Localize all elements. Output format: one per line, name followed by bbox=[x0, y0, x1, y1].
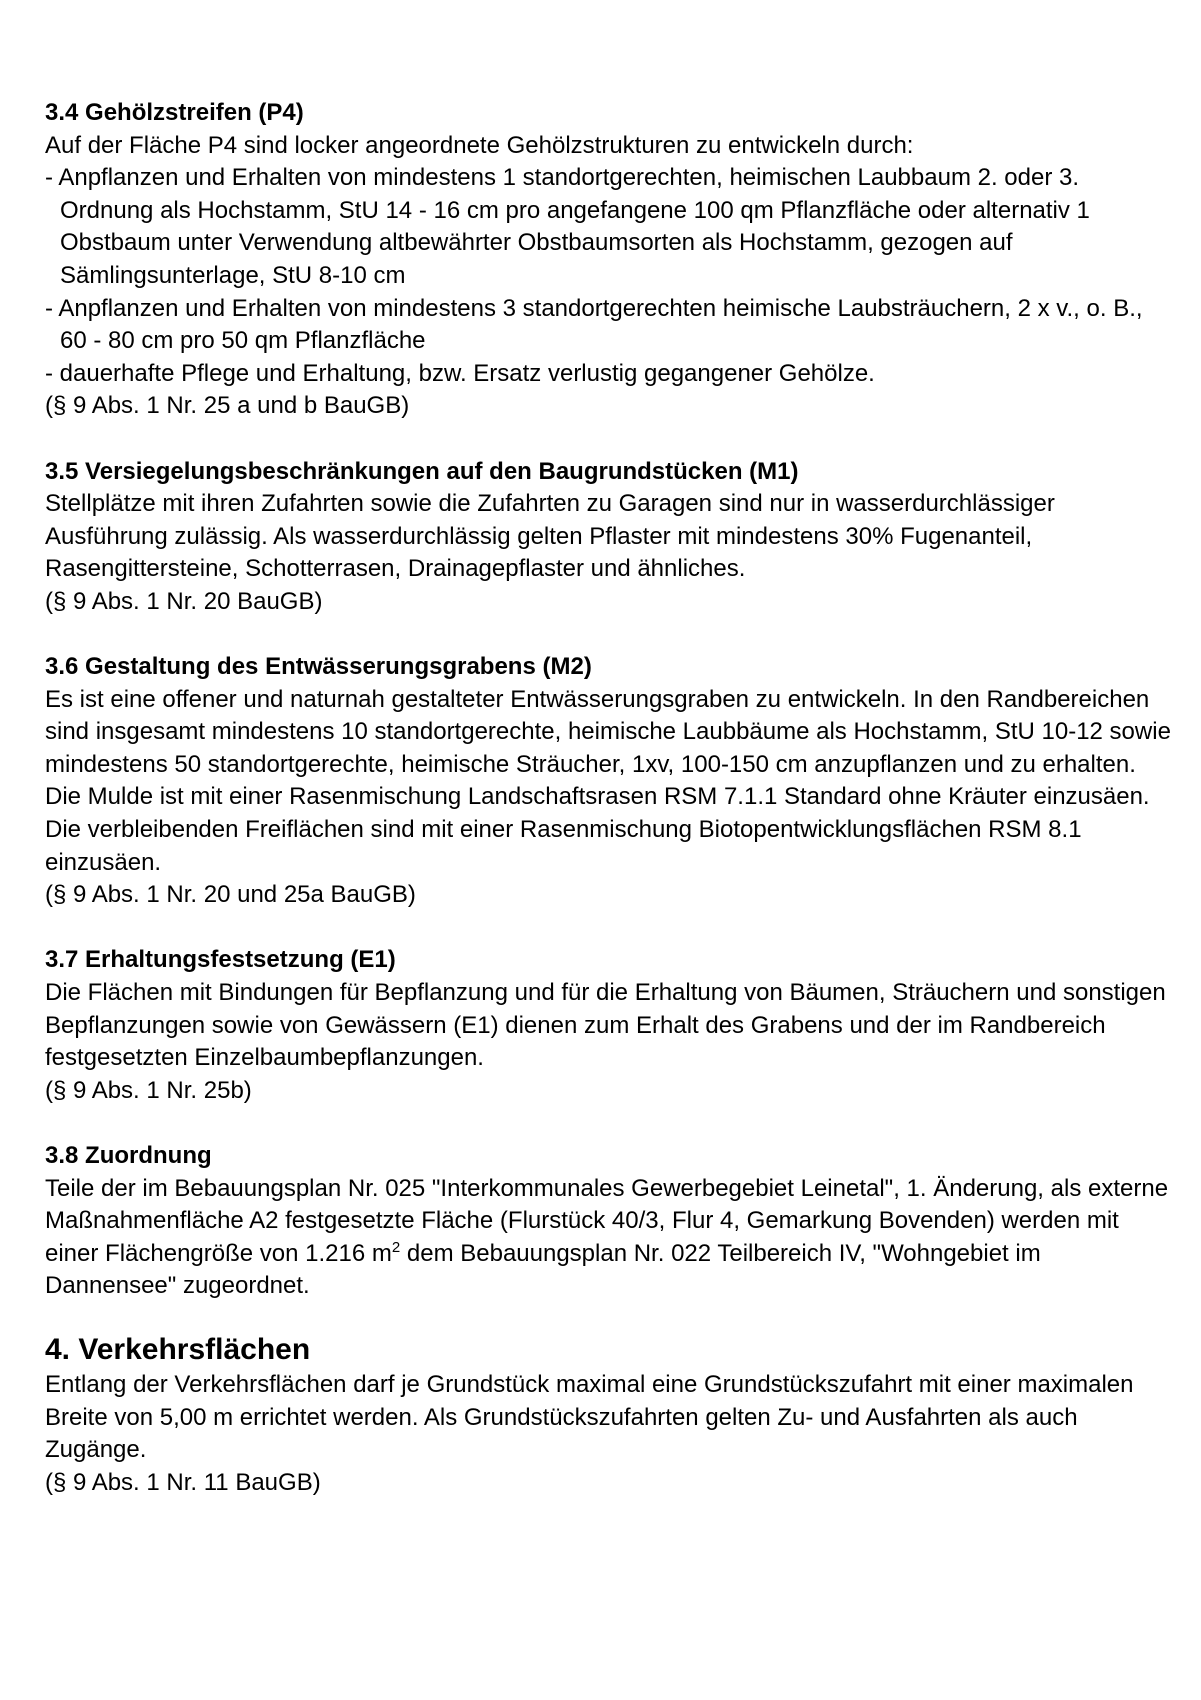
section-heading: 3.8 Zuordnung bbox=[45, 1142, 212, 1169]
text-part: Teile der im Bebauungsplan Nr. 025 "Interkommunales Gewerbegebiet Leinetal", 1. Änderung, als externe Maßnahmenfläche A2 festgesetzte Fläche (Flurstück 40/3, Flur 4, Gemarkung Bovenden) werden mit einer Flächengröße von 1.216 m bbox=[45, 1174, 1169, 1267]
section-3-5 bbox=[45, 456, 1175, 619]
section-heading: 3.5 Versiegelungsbeschränkungen auf den Baugrundstücken (M1) bbox=[45, 457, 799, 485]
chapter-text: Entlang der Verkehrsflächen darf je Grundstück maximal eine Grundstückszufahrt mit einer maximalen Breite von 5,00 m errichtet werden. Als Grundstückszufahrten gelten Zu- und Ausfahrten als auch Zugänge. bbox=[45, 1370, 1134, 1464]
section-text: Es ist eine offener und naturnah gestalteter Entwässerungsgraben zu entwickeln. In den Randbereichen sind insgesamt mindestens 10 standortgerechte, heimische Laubbäume als Hochstamm, StU 10-12 sowie mindestens 50 standortgerechte, heimische Sträucher, 1xv, 100-150 cm anzupflanzen und zu erhalten. Die Mulde ist mit einer Rasenmischung Landschaftsrasen RSM 7.1.1 Standard ohne Kräuter einzusäen. Die verbleibenden Freiflächen sind mit einer Rasenmischung Biotopentwicklungsflächen RSM 8.1 einzusäen. bbox=[45, 685, 1171, 876]
section-text: Stellplätze mit ihren Zufahrten sowie die Zufahrten zu Garagen sind nur in wasserdurchlässiger Ausführung zulässig. Als wasserdurchlässig gelten Pflaster mit mindestens 30% Fugenanteil, Rasengittersteine, Schotterrasen, Drainagepflaster und ähnliches. bbox=[45, 490, 1055, 583]
section-3-4 bbox=[45, 97, 1175, 423]
superscript: 2 bbox=[391, 1238, 401, 1256]
text-part: dem Bebauungsplan Nr. 022 Teilbereich IV, "Wohngebiet im Dannensee" zugeordnet. bbox=[45, 1239, 1041, 1300]
chapter-heading: 4. Verkehrsflächen bbox=[45, 1332, 311, 1366]
legal-reference: (§ 9 Abs. 1 Nr. 20 und 25a BauGB) bbox=[45, 881, 416, 909]
list-item: - Anpflanzen und Erhalten von mindestens 1 standortgerechten, heimischen Laubbaum 2. oder 3. Ordnung als Hochstamm, StU 14 - 16 cm pro angefangene 100 qm Pflanzfläche oder alternativ 1 Obstbaum unter Verwendung altbewährter Obstbaumsorten als Hochstamm, gezogen auf Sämlingsunterlage, StU 8-10 cm bbox=[45, 164, 1090, 289]
document-page bbox=[45, 97, 1175, 1499]
section-3-8 bbox=[45, 1140, 1175, 1303]
legal-reference: (§ 9 Abs. 1 Nr. 25 a und b BauGB) bbox=[45, 392, 410, 420]
requirement-list bbox=[45, 162, 1175, 390]
list-item: - dauerhafte Pflege und Erhaltung, bzw. Ersatz verlustig gegangener Gehölze. bbox=[45, 359, 875, 387]
section-text bbox=[45, 1173, 1175, 1303]
section-3-6 bbox=[45, 651, 1175, 912]
section-text: Die Flächen mit Bindungen für Bepflanzung und für die Erhaltung von Bäumen, Sträuchern und sonstigen Bepflanzungen sowie von Gewässern (E1) dienen zum Erhalt des Grabens und der im Randbereich festgesetzten Einzelbaumbepflanzungen. bbox=[45, 979, 1166, 1072]
legal-reference: (§ 9 Abs. 1 Nr. 20 BauGB) bbox=[45, 587, 323, 615]
legal-reference: (§ 9 Abs. 1 Nr. 25b) bbox=[45, 1076, 252, 1104]
list-item: - Anpflanzen und Erhalten von mindestens 3 standortgerechten heimische Laubsträuchern, 2 x v., o. B., 60 - 80 cm pro 50 qm Pflanzfläche bbox=[45, 294, 1143, 355]
section-heading: 3.6 Gestaltung des Entwässerungsgrabens (M2) bbox=[45, 653, 592, 681]
chapter-4 bbox=[45, 1331, 1175, 1499]
section-3-7 bbox=[45, 944, 1175, 1107]
section-intro: Auf der Fläche P4 sind locker angeordnete Gehölzstrukturen zu entwickeln durch: bbox=[45, 131, 914, 159]
section-heading: 3.4 Gehölzstreifen (P4) bbox=[45, 99, 304, 126]
legal-reference: (§ 9 Abs. 1 Nr. 11 BauGB) bbox=[45, 1468, 321, 1496]
section-heading: 3.7 Erhaltungsfestsetzung (E1) bbox=[45, 946, 396, 974]
